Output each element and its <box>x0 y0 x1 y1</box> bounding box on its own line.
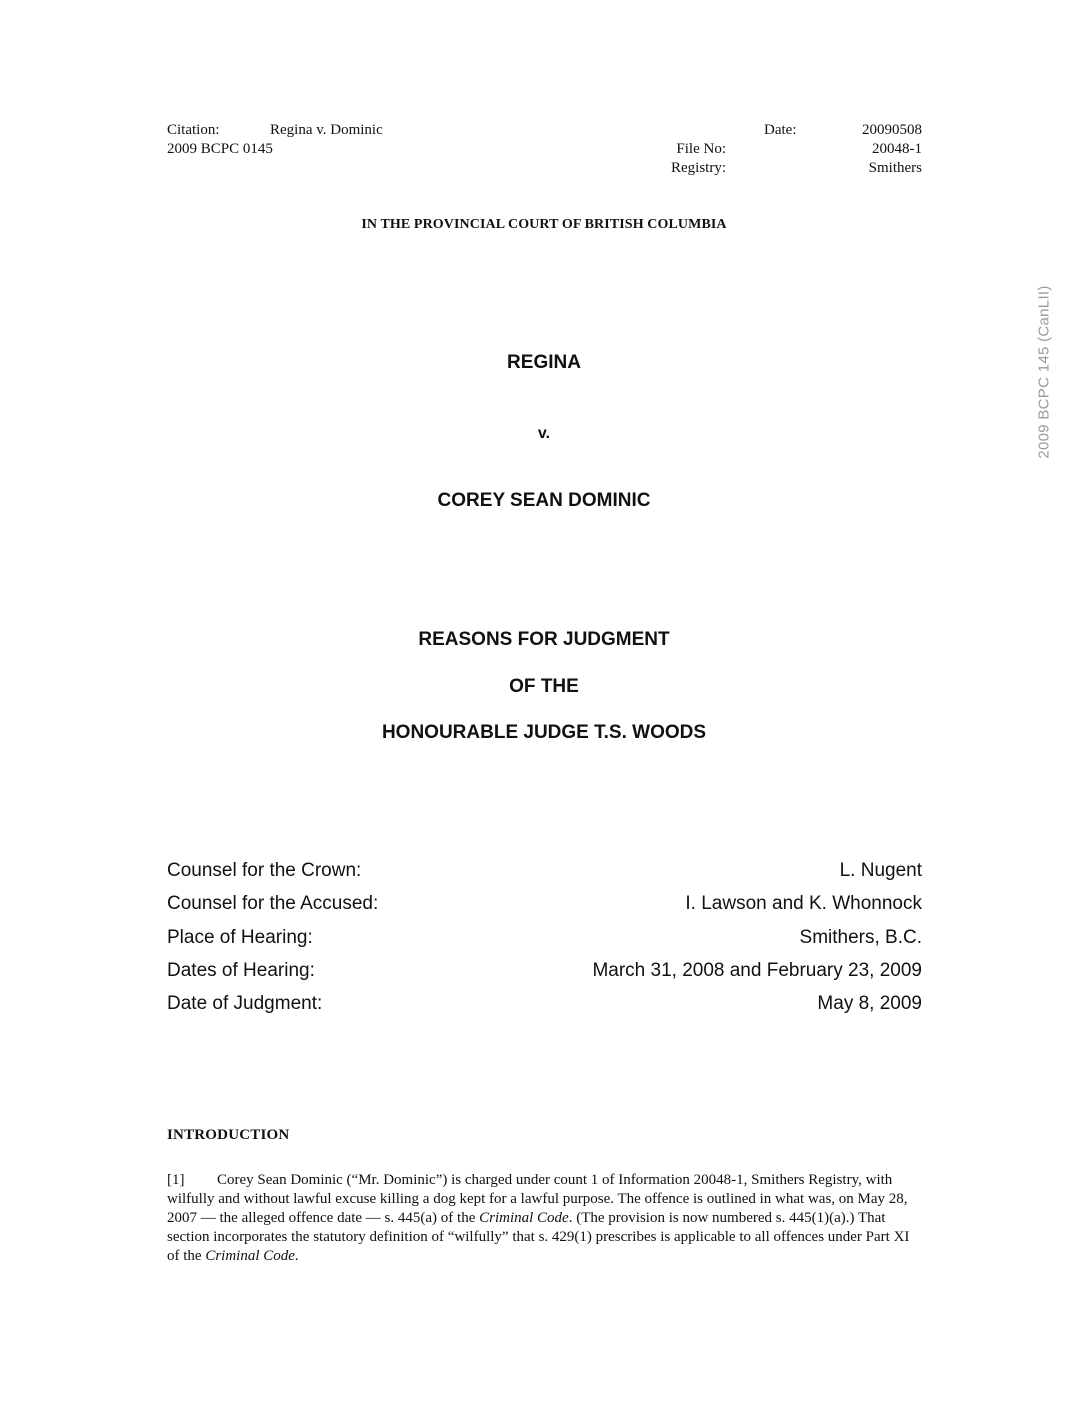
introduction-heading: INTRODUCTION <box>167 1127 290 1143</box>
date-label: Date: <box>764 122 797 138</box>
paragraph-1 <box>167 1171 922 1266</box>
court-name: IN THE PROVINCIAL COURT OF BRITISH COLUMBIA <box>361 217 727 232</box>
judgment-title-line-3: HONOURABLE JUDGE T.S. WOODS <box>381 722 707 743</box>
file-number-label: File No: <box>676 141 726 157</box>
paragraph-italic-1: Criminal Code <box>479 1210 569 1226</box>
paragraph-text-3: . <box>294 1248 299 1264</box>
judgment-title-line-1: REASONS FOR JUDGMENT <box>418 629 670 650</box>
citation-label: Citation: <box>167 122 220 138</box>
detail-label: Counsel for the Crown: <box>167 860 362 881</box>
detail-value: May 8, 2009 <box>817 993 922 1014</box>
detail-row-place-of-hearing <box>167 927 922 953</box>
detail-row-date-of-judgment <box>167 993 922 1019</box>
neutral-citation: 2009 BCPC 0145 <box>167 141 273 157</box>
detail-label: Date of Judgment: <box>167 993 323 1014</box>
paragraph-number: [1] <box>167 1172 185 1188</box>
detail-row-dates-of-hearing <box>167 960 922 986</box>
canlii-watermark: 2009 BCPC 145 (CanLII) <box>1035 285 1053 459</box>
detail-row-accused-counsel <box>167 893 922 919</box>
paragraph-italic-2: Criminal Code <box>205 1248 295 1264</box>
paragraph-text-1: Corey Sean Dominic (“Mr. Dominic”) is charged under count 1 of Information 20048-1, Smithers Registry, with wilfully and without lawful excuse killing a dog kept for a lawful purpose. The offence is outlined in what was, on May 28, 2007 — the alleged offence date — s. 445(a) of the <box>167 1172 908 1226</box>
detail-value: Smithers, B.C. <box>799 927 922 948</box>
versus-label: v. <box>537 425 551 442</box>
paragraph-text-2: . (The provision is now numbered s. 445(1)(a).) That section incorporates the statutory definition of “wilfully” that s. 429(1) prescribes is applicable to all offences under Part XI of the <box>167 1210 910 1264</box>
plaintiff-name: REGINA <box>507 352 581 373</box>
detail-label: Dates of Hearing: <box>167 960 315 981</box>
detail-value: L. Nugent <box>839 860 922 881</box>
detail-label: Place of Hearing: <box>167 927 313 948</box>
accused-name: COREY SEAN DOMINIC <box>437 490 651 511</box>
detail-label: Counsel for the Accused: <box>167 893 379 914</box>
detail-value: March 31, 2008 and February 23, 2009 <box>592 960 922 981</box>
detail-row-crown-counsel <box>167 860 922 886</box>
detail-value: I. Lawson and K. Whonnock <box>685 893 922 914</box>
date-value: 20090508 <box>862 122 922 138</box>
registry-value: Smithers <box>868 160 922 176</box>
citation-value: Regina v. Dominic <box>270 122 383 138</box>
registry-label: Registry: <box>671 160 726 176</box>
file-number-value: 20048-1 <box>872 141 922 157</box>
judgment-title-line-2: OF THE <box>509 676 579 697</box>
